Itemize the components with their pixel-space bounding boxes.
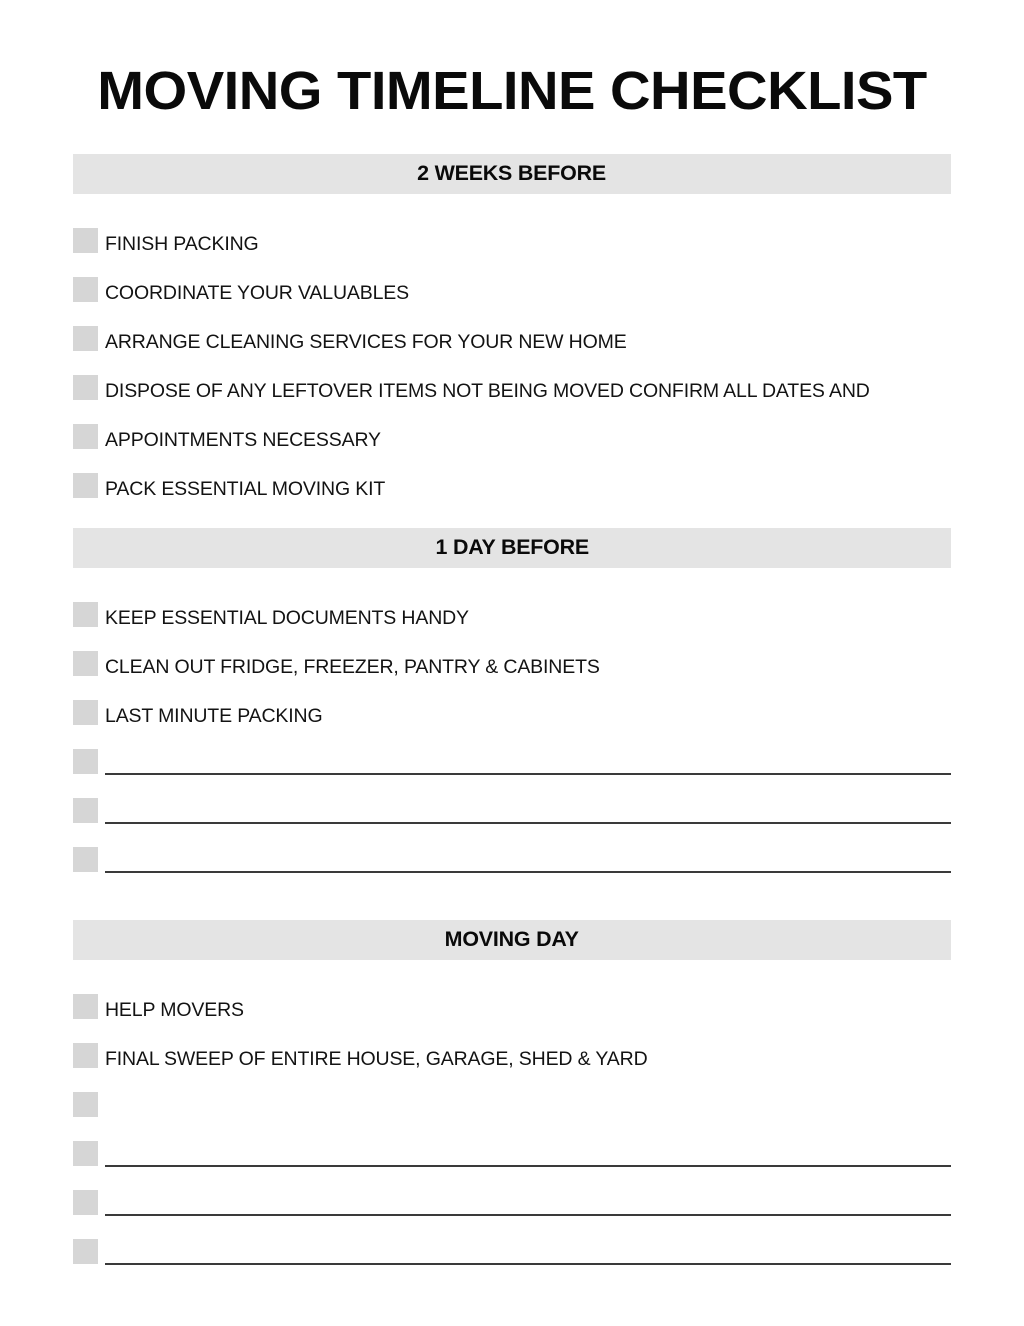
section-moving-day — [73, 920, 951, 1268]
section-items — [73, 568, 951, 876]
section-header-band — [73, 528, 951, 568]
write-in-line[interactable] — [105, 1263, 951, 1265]
list-item-label: COORDINATE YOUR VALUABLES — [105, 281, 409, 304]
list-item[interactable] — [73, 404, 951, 453]
list-item-label: FINISH PACKING — [105, 232, 259, 255]
page-title: MOVING TIMELINE CHECKLIST — [97, 61, 927, 121]
section-heading: 1 DAY BEFORE — [435, 536, 589, 559]
write-in-line[interactable] — [105, 1165, 951, 1167]
checkbox-icon[interactable] — [73, 994, 98, 1019]
checkbox-icon[interactable] — [73, 473, 98, 498]
checkbox-icon[interactable] — [73, 326, 98, 351]
list-item-label: FINAL SWEEP OF ENTIRE HOUSE, GARAGE, SHED & YARD — [105, 1047, 648, 1070]
section-spacer — [73, 902, 951, 920]
write-in-row[interactable] — [73, 778, 951, 827]
list-item-label: HELP MOVERS — [105, 998, 244, 1021]
checkbox-icon[interactable] — [73, 651, 98, 676]
checkbox-icon[interactable] — [73, 1141, 98, 1166]
list-item-label: DISPOSE OF ANY LEFTOVER ITEMS NOT BEING MOVED CONFIRM ALL DATES AND — [105, 379, 870, 402]
checklist-body — [73, 154, 951, 1268]
list-item-label: ARRANGE CLEANING SERVICES FOR YOUR NEW HOME — [105, 330, 627, 353]
section-1-day-before — [73, 528, 951, 876]
list-item[interactable] — [73, 974, 951, 1023]
write-in-row[interactable] — [73, 1121, 951, 1170]
list-item[interactable] — [73, 306, 951, 355]
list-item[interactable] — [73, 631, 951, 680]
list-item[interactable] — [73, 208, 951, 257]
section-items — [73, 960, 951, 1268]
write-in-row[interactable] — [73, 729, 951, 778]
list-item[interactable] — [73, 1023, 951, 1072]
write-in-row[interactable] — [73, 1219, 951, 1268]
write-in-row[interactable] — [73, 1072, 951, 1121]
section-heading: MOVING DAY — [444, 928, 580, 951]
write-in-line[interactable] — [105, 1214, 951, 1216]
checkbox-icon[interactable] — [73, 228, 98, 253]
write-in-row[interactable] — [73, 1170, 951, 1219]
checkbox-icon[interactable] — [73, 277, 98, 302]
checkbox-icon[interactable] — [73, 424, 98, 449]
checkbox-icon[interactable] — [73, 749, 98, 774]
list-item[interactable] — [73, 257, 951, 306]
checkbox-icon[interactable] — [73, 602, 98, 627]
write-in-line[interactable] — [105, 822, 951, 824]
checkbox-icon[interactable] — [73, 1092, 98, 1117]
list-item-label: PACK ESSENTIAL MOVING KIT — [105, 477, 386, 500]
write-in-line[interactable] — [105, 773, 951, 775]
write-in-row[interactable] — [73, 827, 951, 876]
list-item-label: APPOINTMENTS NECESSARY — [105, 428, 381, 451]
checkbox-icon[interactable] — [73, 700, 98, 725]
checkbox-icon[interactable] — [73, 798, 98, 823]
section-items — [73, 194, 951, 502]
write-in-line[interactable] — [105, 871, 951, 873]
list-item[interactable] — [73, 355, 951, 404]
list-item-label: KEEP ESSENTIAL DOCUMENTS HANDY — [105, 606, 469, 629]
checkbox-icon[interactable] — [73, 1043, 98, 1068]
section-header-band — [73, 154, 951, 194]
checkbox-icon[interactable] — [73, 847, 98, 872]
section-2-weeks-before — [73, 154, 951, 502]
list-item-label: CLEAN OUT FRIDGE, FREEZER, PANTRY & CABINETS — [105, 655, 600, 678]
list-item-label: LAST MINUTE PACKING — [105, 704, 323, 727]
section-heading: 2 WEEKS BEFORE — [417, 162, 607, 185]
checkbox-icon[interactable] — [73, 1190, 98, 1215]
section-header-band — [73, 920, 951, 960]
list-item[interactable] — [73, 453, 951, 502]
list-item[interactable] — [73, 582, 951, 631]
checkbox-icon[interactable] — [73, 1239, 98, 1264]
checkbox-icon[interactable] — [73, 375, 98, 400]
list-item[interactable] — [73, 680, 951, 729]
